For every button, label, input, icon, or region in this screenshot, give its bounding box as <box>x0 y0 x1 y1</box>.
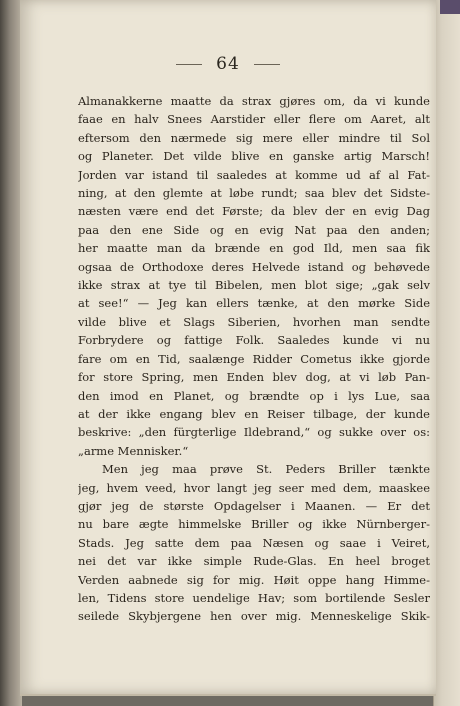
text-line: faae en halv Snees Aarstider eller flere om Aaret, alt <box>78 112 430 127</box>
text-line: Stads. Jeg satte dem paa Næsen og saae i Veiret, <box>78 535 430 550</box>
text-line: „arme Mennisker.“ <box>78 443 189 458</box>
text-line: gjør jeg de største Opdagelser i Maanen. — Er det <box>78 498 430 513</box>
text-line: seilede Skybjergene hen over mig. Menneskelige Skik- <box>78 609 430 624</box>
text-line: eftersom den nærmede sig mere eller mindre til Sol <box>78 130 430 145</box>
text-line: ikke strax at tye til Bibelen, men blot sige; „gak selv <box>78 278 430 293</box>
page-number: 64 <box>216 54 240 74</box>
text-line: og Planeter. Det vilde blive en ganske artig Marsch! <box>78 149 430 164</box>
text-line: vilde blive et Slags Siberien, hvorhen man sendte <box>78 314 430 329</box>
text-line: nei det var ikke simple Rude-Glas. En heel broget <box>78 554 430 569</box>
page-edge-band <box>440 0 460 14</box>
page-header <box>20 54 436 74</box>
text-line: den imod en Planet, og brændte op i lys Lue, saa <box>78 388 430 403</box>
text-line: ning, at den glemte at løbe rundt; saa blev det Sidste- <box>78 186 430 201</box>
text-line: beskrive: „den fürgterlige Ildebrand,“ og sukke over os: <box>78 425 430 440</box>
next-page-edge <box>433 0 460 706</box>
text-line: nu bare ægte himmelske Briller og ikke Nürnberger- <box>78 517 430 532</box>
text-line: her maatte man da brænde en god Ild, men saa fik <box>78 241 430 256</box>
text-line: Men jeg maa prøve St. Peders Briller tænkte <box>102 462 430 477</box>
text-line: at see!“ — Jeg kan ellers tænke, at den mørke Side <box>78 296 430 311</box>
body-text <box>78 92 430 626</box>
text-line: for store Spring, men Enden blev dog, at vi løb Pan- <box>78 370 430 385</box>
text-line: paa den ene Side og en evig Nat paa den anden; <box>78 222 430 237</box>
header-dash-right <box>254 64 280 65</box>
text-line: at der ikke engang blev en Reiser tilbage, der kunde <box>78 406 430 421</box>
text-line: fare om en Tid, saalænge Ridder Cometus ikke gjorde <box>78 351 430 366</box>
text-line: Verden aabnede sig for mig. Høit oppe hang Himme- <box>78 572 430 587</box>
text-line: Forbrydere og fattige Folk. Saaledes kunde vi nu <box>78 333 430 348</box>
header-dash-left <box>176 64 202 65</box>
book-page <box>20 0 436 696</box>
text-line: len, Tidens store uendelige Hav; som bortilende Sesler <box>78 590 430 605</box>
text-line: næsten være end det Første; da blev der en evig Dag <box>78 204 430 219</box>
text-line: ogsaa de Orthodoxe deres Helvede istand og behøvede <box>78 259 430 274</box>
text-line: jeg, hvem veed, hvor langt jeg seer med dem, maaskee <box>78 480 430 495</box>
book-spine-edge <box>0 0 22 706</box>
text-line: Almanakkerne maatte da strax gjøres om, da vi kunde <box>78 94 430 108</box>
text-line: Jorden var istand til saaledes at komme ud af al Fat- <box>78 167 430 182</box>
